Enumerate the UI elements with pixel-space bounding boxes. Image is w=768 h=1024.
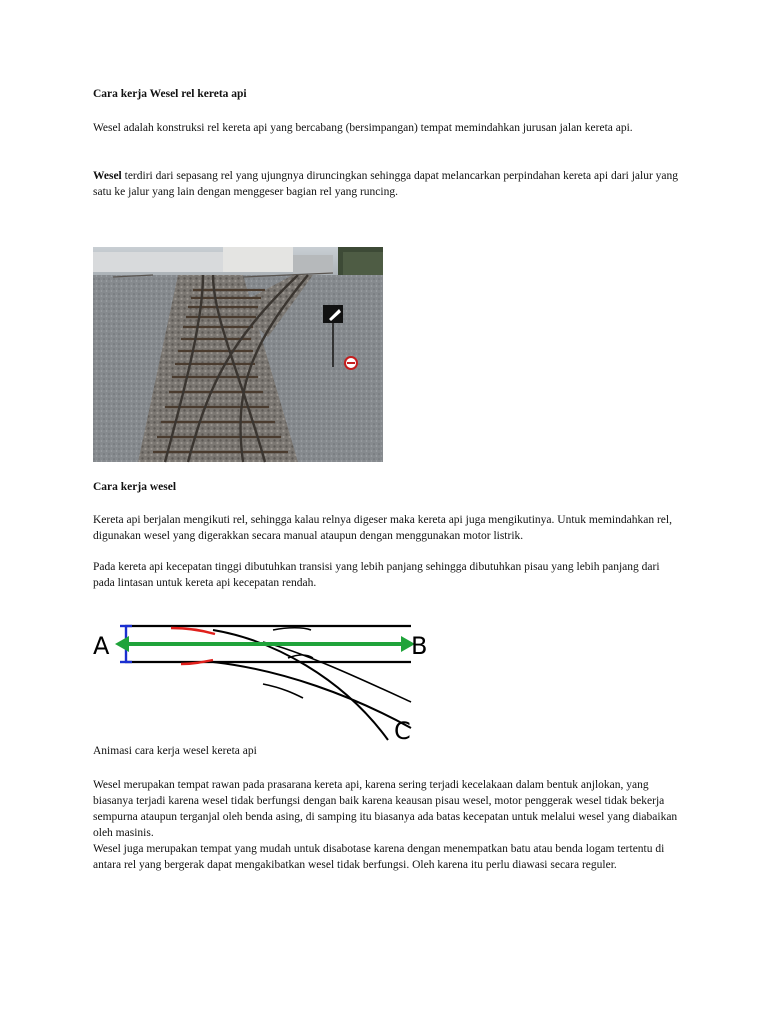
railway-switch-photo — [93, 247, 383, 462]
switch-blade-top — [171, 628, 215, 634]
paragraph-definition: Wesel adalah konstruksi rel kereta api yang bercabang (bersimpangan) tempat memindahkan jurusan jalan kereta api. — [93, 122, 633, 134]
switch-diagram — [93, 618, 428, 748]
paragraph-sabotage: Wesel juga merupakan tempat yang mudah untuk disabotase karena dengan menempatkan batu atau benda logam tertentu di antara rel yang bergerak dapat mengakibatkan wesel tidak berfungsi. Oleh karena itu perlu diawasi secara reguler. — [93, 843, 665, 871]
section-subheading: Cara kerja wesel — [93, 481, 177, 493]
label-a: A — [93, 632, 110, 660]
paragraph-accident-risk: Wesel merupakan tempat rawan pada prasarana kereta api, karena sering terjadi kecelakaan dalam bentuk anjlokan, yang biasanya terjadi karena wesel tidak berfungsi dengan baik karena keausan pisau wesel, motor penggerak wesel tidak bekerja sempurna ataupun terganjal oleh benda asing, di samping itu biasanya ada batas kecepatan untuk melalui wesel yang diabaikan oleh masinis. — [93, 779, 678, 839]
diverging-rail-outer — [213, 630, 388, 740]
document-title: Cara kerja Wesel rel kereta api — [93, 88, 247, 100]
label-b: B — [411, 632, 428, 660]
paragraph-wesel-description — [93, 168, 683, 200]
paragraph-rest: terdiri dari sepasang rel yang ujungnya diruncingkan sehingga dapat melancarkan perpindahan kereta api dari jalur yang satu ke jalur yang lain dengan menggeser bagian rel yang runcing. — [93, 170, 679, 198]
label-c: C — [394, 717, 411, 745]
paragraph-how-it-works: Kereta api berjalan mengikuti rel, sehingga kalau relnya digeser maka kereta api juga mengikutinya. Untuk memindahkan rel, digunakan wesel yang digerakkan secara manual ataupun dengan menggunakan motor listrik. — [93, 514, 672, 542]
guard-rail-lower — [263, 684, 303, 698]
diagram-caption: Animasi cara kerja wesel kereta api — [93, 745, 257, 757]
guard-rail-top — [273, 628, 311, 630]
paragraph-lead-word: Wesel — [93, 170, 122, 182]
diverging-rail-inner — [213, 662, 411, 728]
paragraph-high-speed: Pada kereta api kecepatan tinggi dibutuhkan transisi yang lebih panjang sehingga dibutuhkan pisau yang lebih panjang dari pada lintasan untuk kereta api kecepatan rendah. — [93, 561, 660, 589]
route-arrow-head-left — [115, 636, 129, 652]
